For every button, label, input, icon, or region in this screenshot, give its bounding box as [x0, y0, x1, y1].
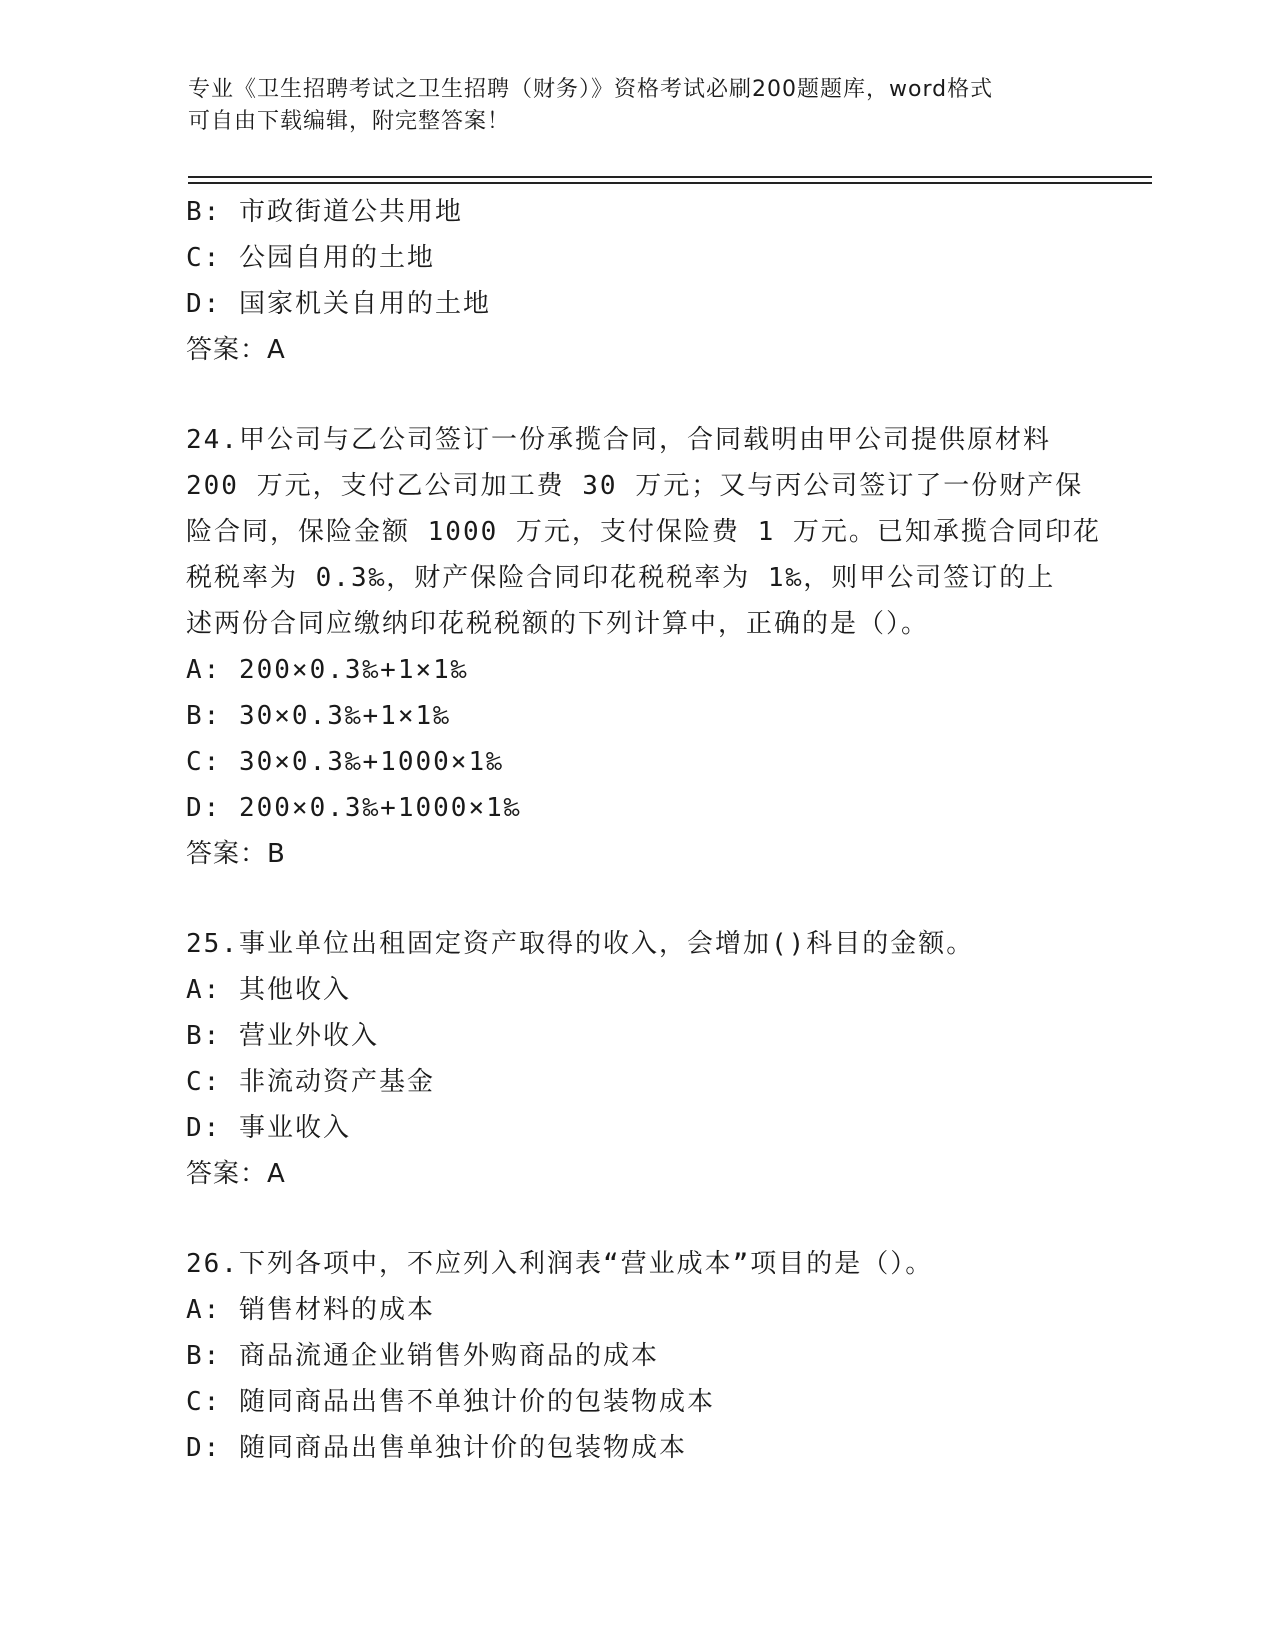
question-content [186, 189, 1101, 1471]
option-a: A: 200×0.3‰+1×1‰ [186, 655, 469, 685]
option-b: B: 商品流通企业销售外购商品的成本 [186, 1341, 659, 1371]
option-b: B: 市政街道公共用地 [186, 197, 463, 227]
question-text-line: 24.甲公司与乙公司签订一份承揽合同，合同载明由甲公司提供原材料 [186, 425, 1051, 455]
answer-line: 答案：A [186, 1159, 286, 1189]
header-title-line-2: 可自由下载编辑，附完整答案！ [188, 109, 511, 134]
header-title-line-1: 专业《卫生招聘考试之卫生招聘（财务）》资格考试必刷200题题库，word格式 [188, 77, 994, 102]
option-b: B: 30×0.3‰+1×1‰ [186, 701, 451, 731]
option-d: D: 事业收入 [186, 1113, 351, 1143]
header-rule-top [188, 176, 1152, 178]
header-rule-bottom [188, 182, 1152, 184]
answer-line: 答案：B [186, 839, 286, 869]
question-24 [186, 417, 1101, 877]
document-header [188, 74, 1068, 138]
question-text-line: 25.事业单位出租固定资产取得的收入，会增加()科目的金额。 [186, 929, 975, 959]
option-d: D: 随同商品出售单独计价的包装物成本 [186, 1433, 687, 1463]
option-c: C: 非流动资产基金 [186, 1067, 435, 1097]
question-text-line: 险合同，保险金额 1000 万元，支付保险费 1 万元。已知承揽合同印花 [186, 517, 1101, 547]
question-text-line: 200 万元，支付乙公司加工费 30 万元；又与丙公司签订了一份财产保 [186, 471, 1084, 501]
option-d: D: 国家机关自用的土地 [186, 289, 491, 319]
question-23-tail [186, 189, 1086, 373]
option-c: C: 随同商品出售不单独计价的包装物成本 [186, 1387, 715, 1417]
option-c: C: 30×0.3‰+1000×1‰ [186, 747, 504, 777]
question-text-line: 26.下列各项中，不应列入利润表“营业成本”项目的是（）。 [186, 1249, 934, 1279]
option-d: D: 200×0.3‰+1000×1‰ [186, 793, 522, 823]
option-a: A: 其他收入 [186, 975, 351, 1005]
question-26 [186, 1241, 1086, 1471]
option-a: A: 销售材料的成本 [186, 1295, 435, 1325]
option-b: B: 营业外收入 [186, 1021, 379, 1051]
answer-line: 答案：A [186, 335, 286, 365]
question-text-line: 述两份合同应缴纳印花税税额的下列计算中，正确的是（）。 [186, 609, 930, 639]
question-text-line: 税税率为 0.3‰，财产保险合同印花税税率为 1‰，则甲公司签订的上 [186, 563, 1056, 593]
option-c: C: 公园自用的土地 [186, 243, 435, 273]
question-25 [186, 921, 1086, 1197]
